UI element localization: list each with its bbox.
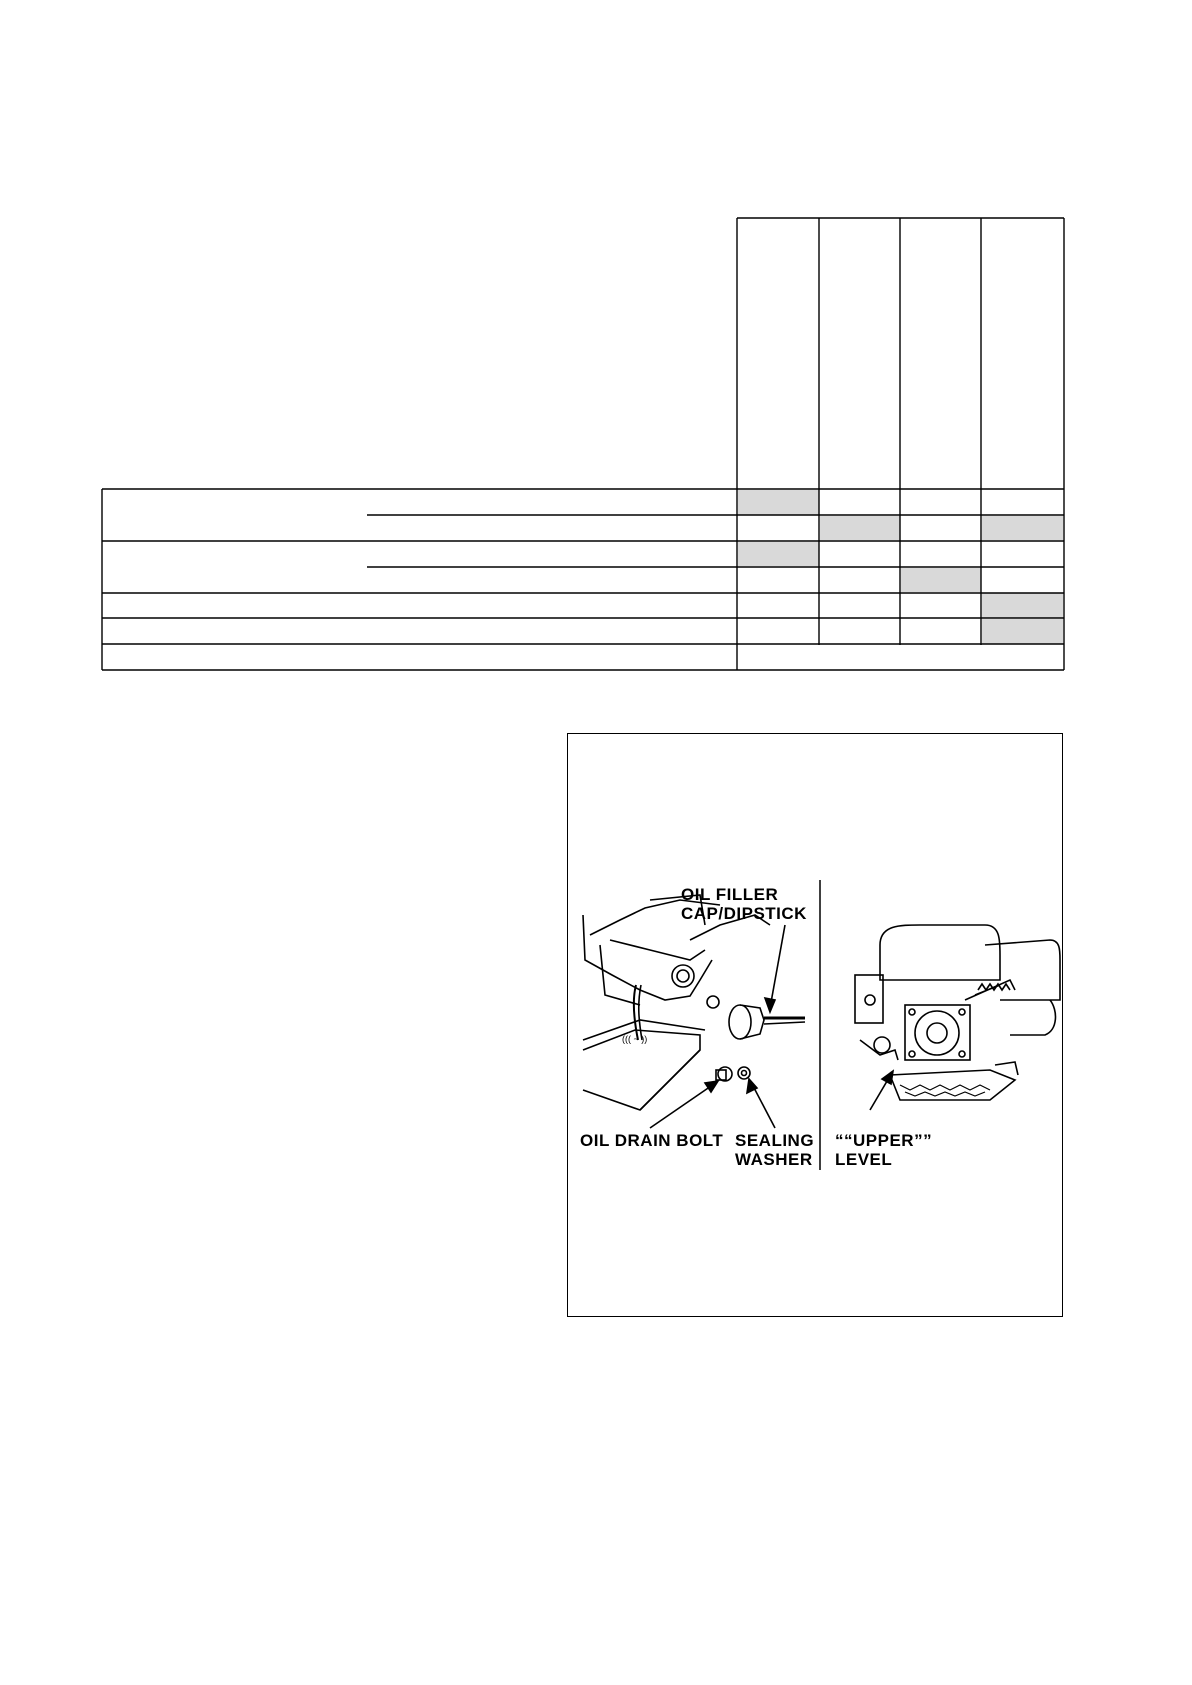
svg-text:((( ~ )): ((( ~ )) (622, 1034, 648, 1044)
sealing-washer-label-line-1: SEALING (735, 1131, 815, 1150)
drain-bolt-drawing (716, 1067, 750, 1081)
sealing-washer-label (735, 1131, 814, 1169)
upper-level-label (835, 1131, 932, 1169)
sealing-washer-label-line-2: WASHER (735, 1150, 813, 1169)
upper-level-label-line-2: LEVEL (835, 1150, 893, 1169)
engine-drawing (855, 925, 1060, 1100)
oil-filler-label-line-2: CAP/DIPSTICK (681, 904, 807, 923)
oil-filler-cap-dipstick-label (681, 885, 807, 923)
upper-level-label-line-1: ““UPPER”” (835, 1131, 933, 1150)
oil-drain-bolt-label: OIL DRAIN BOLT (580, 1131, 724, 1150)
dipstick-drawing (729, 1005, 805, 1039)
crankcase-drawing (583, 895, 770, 1110)
oil-filler-label-line-1: OIL FILLER (681, 885, 779, 904)
